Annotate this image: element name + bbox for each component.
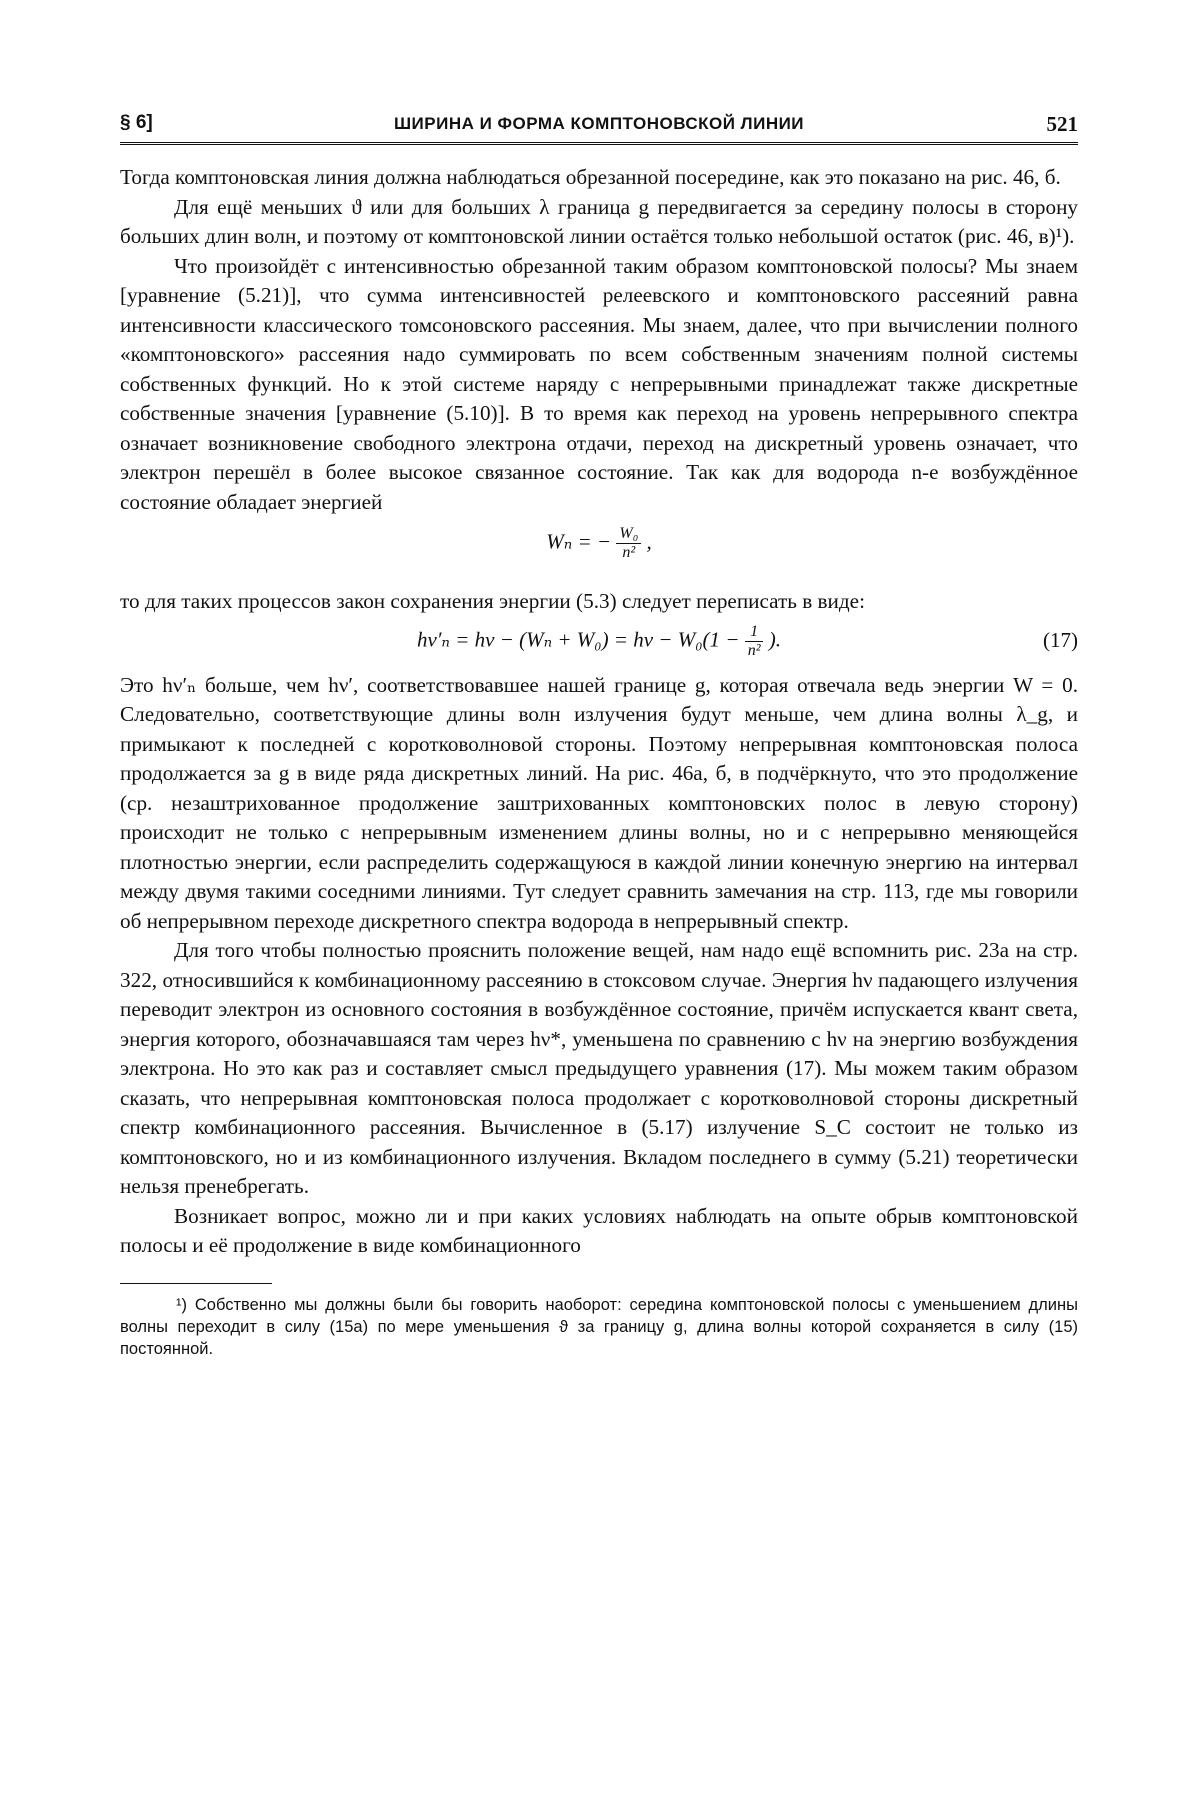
section-number: § 6] (120, 112, 153, 133)
fraction-numerator: W₀ (616, 525, 641, 544)
running-header (120, 108, 1078, 145)
fraction-denominator: n² (622, 544, 636, 561)
page-number: 521 (1046, 112, 1078, 136)
book-page (120, 108, 1078, 1360)
running-title: ШИРИНА И ФОРМА КОМПТОНОВСКОЙ ЛИНИИ (393, 114, 805, 133)
formula-lhs: Wₙ = − (546, 529, 612, 554)
footnote-divider (120, 1283, 272, 1284)
main-text (120, 163, 1078, 1261)
paragraph-7: Возникает вопрос, можно ли и при каких условиях наблюдать на опыте обрыв комптоновской полосы и её продолжение в виде комбинационного (120, 1203, 1078, 1257)
formula-tail: , (646, 529, 652, 554)
paragraph-1: Тогда комптоновская линия должна наблюдаться обрезанной посередине, как это показано на рис. 46, б. (120, 165, 1061, 189)
formula-tail: ). (768, 626, 781, 651)
paragraph-2: Для ещё меньших ϑ или для больших λ граница g передвигается за середину полосы в сторону больших длин волн, и поэтому от комптоновской линии остаётся только небольшой остаток (рис. 46, в)¹). (120, 194, 1078, 248)
fraction-numerator: 1 (745, 623, 764, 642)
formula-expression: hν′ₙ = hν − (Wₙ + W₀) = hν − W₀(1 − (417, 626, 745, 651)
formula-17 (120, 617, 1078, 671)
fraction-1-n2 (745, 623, 764, 660)
formula-energy-level (120, 517, 1078, 587)
fraction-w0-n2 (616, 525, 641, 562)
paragraph-6: Для того чтобы полностью прояснить положение вещей, нам надо ещё вспомнить рис. 23а на стр. 322, относившийся к комбинационному рассеянию в стоксовом случае. Энергия hν падающего излучения переводит электрон из основного состояния в возбуждённое состояние, причём испускается квант света, энергия которого, обозначавшаяся там через hν*, уменьшена по сравнению с hν на энергию возбуждения электрона. Но это как раз и составляет смысл предыдущего уравнения (17). Мы можем таким образом сказать, что непрерывная комптоновская полоса продолжает с коротковолновой стороны дискретный спектр комбинационного рассеяния. Вычисленное в (5.17) излучение S_C состоит не только из комптоновского, но и из комбинационного излучения. Вкладом последнего в сумму (5.21) теоретически нельзя пренебрегать. (120, 938, 1078, 1198)
paragraph-3: Что произойдёт с интенсивностью обрезанной таким образом комптоновской полосы? Мы знаем [уравнение (5.21)], что сумма интенсивностей релеевского и комптоновского рассеяний равна интенсивности классического томсоновского рассеяния. Мы знаем, далее, что при вычислении полного «комптоновского» рассеяния надо суммировать по всем собственным значениям полной системы собственных функций. Но к этой системе наряду с непрерывными принадлежат также дискретные собственные значения [уравнение (5.10)]. В то время как переход на уровень непрерывного спектра означает возникновение свободного электрона отдачи, переход на дискретный уровень означает, что электрон перешёл в более высокое связанное состояние. Так как для водорода n-е возбуждённое состояние обладает энергией (120, 253, 1078, 514)
fraction-denominator: n² (747, 641, 761, 659)
footnote: ¹) Собственно мы должны были бы говорить наоборот: середина комптоновской полосы с уменьшением длины волны переходит в силу (15а) по мере уменьшения ϑ за границу g, длина волны которой сохраняется в силу (15) постоянной. (120, 1295, 1078, 1358)
paragraph-5: Это hν′ₙ больше, чем hν′, соответствовавшее нашей границе g, которая отвечала ведь энергии W = 0. Следовательно, соответствующие длины волн излучения будут меньше, чем длина волны λ_g, и примыкают к последней с коротковолновой стороны. Поэтому непрерывная комптоновская полоса продолжается за g в виде ряда дискретных линий. На рис. 46а, б, в подчёркнуто, что это продолжение (ср. незаштрихованное продолжение заштрихованных комптоновских полос в левую сторону) происходит не только с непрерывным изменением длины волны, но и с непрерывно меняющейся плотностью энергии, если распределить содержащуюся в каждой линии конечную энергию на интервал между двумя такими соседними линиями. Тут следует сравнить замечания на стр. 113, где мы говорили об непрерывном переходе дискретного спектра водорода в непрерывный спектр. (120, 672, 1078, 933)
paragraph-4: то для таких процессов закон сохранения энергии (5.3) следует переписать в виде: (120, 589, 865, 613)
equation-number: (17) (1043, 627, 1078, 652)
